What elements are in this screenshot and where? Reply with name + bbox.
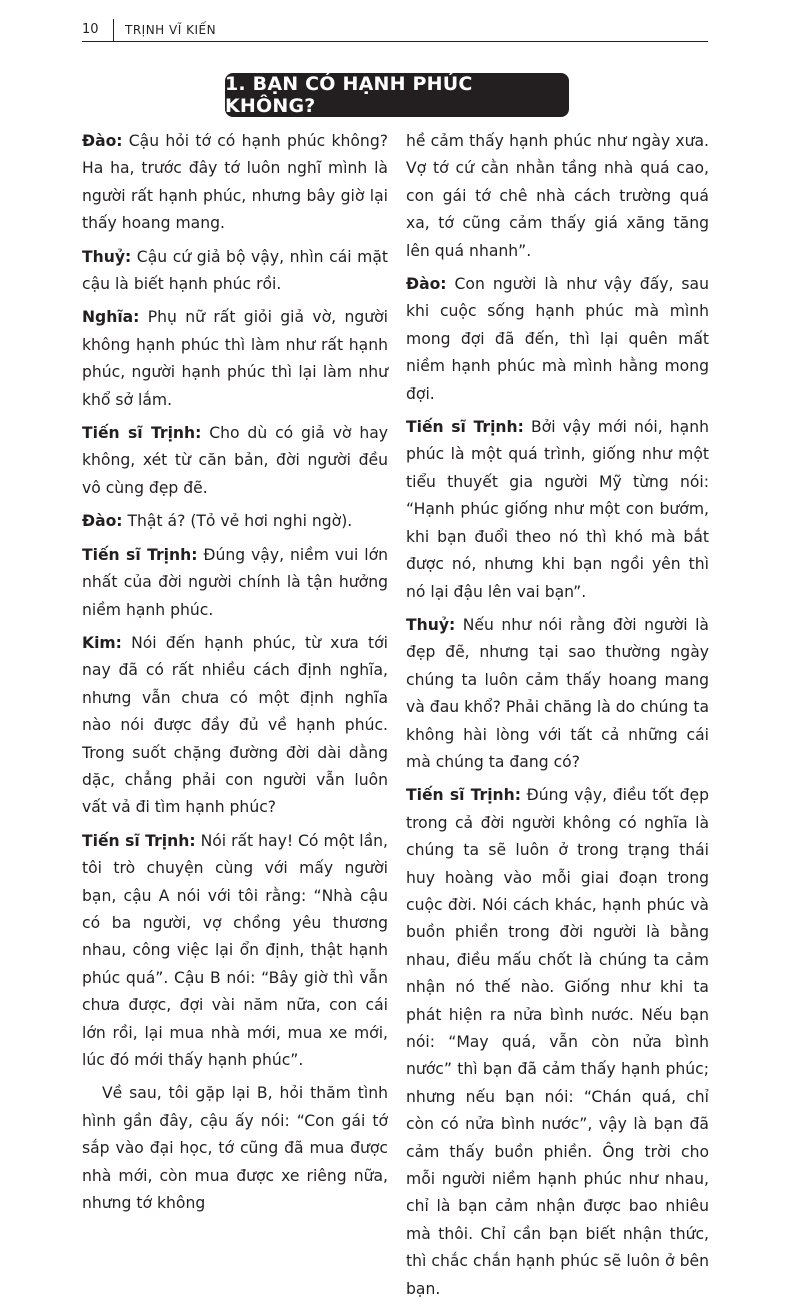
speaker-name: Đào: <box>82 132 123 150</box>
dialogue-paragraph <box>406 271 709 408</box>
dialogue-paragraph <box>82 508 388 535</box>
speaker-name: Kim: <box>82 633 122 652</box>
speaker-name: Nghĩa: <box>82 308 140 327</box>
speaker-name: Thuỷ: <box>406 615 456 634</box>
dialogue-paragraph <box>406 414 709 606</box>
dialogue-text: Đúng vậy, niềm vui lớn nhất của đời người chính là tận hưởng niềm hạnh phúc. <box>82 545 389 619</box>
text-column-left <box>82 128 388 1223</box>
dialogue-text: Về sau, tôi gặp lại B, hỏi thăm tình hình gần đây, cậu ấy nói: “Con gái tớ sắp vào đại học, tớ cũng đã mua được nhà mới, còn mua được xe riêng nữa, nhưng tớ không <box>82 1084 388 1213</box>
dialogue-paragraph <box>82 244 388 299</box>
dialogue-text: Phụ nữ rất giỏi giả vờ, người không hạnh phúc thì làm như rất hạnh phúc, người hạnh phúc thì lại làm như khổ sở lắm. <box>82 308 388 409</box>
dialogue-text: Nói rất hay! Có một lần, tôi trò chuyện cùng với mấy người bạn, cậu A nói với tôi rằng: “Nhà cậu có ba người, vợ chồng yêu thương nhau, công việc lại ổn định, thật hạnh phúc quá”. Cậu B nói: “Bây giờ thì vẫn chưa được, đợi vài năm nữa, con cái lớn rồi, lại mua nhà mới, mua xe mới, lúc đó mới thấy hạnh phúc”. <box>82 831 389 1069</box>
dialogue-paragraph <box>82 304 388 414</box>
dialogue-text: Cậu cứ giả bộ vậy, nhìn cái mặt cậu là biết hạnh phúc rồi. <box>82 247 388 294</box>
continued-paragraph <box>406 128 709 265</box>
speaker-name: Tiến sĩ Trịnh: <box>82 831 196 850</box>
dialogue-paragraph <box>406 782 709 1303</box>
dialogue-text: hề cảm thấy hạnh phúc như ngày xưa. Vợ tớ cứ cằn nhằn tầng nhà quá cao, con gái tớ chê nhà cách trường quá xa, tớ cũng cảm thấy giá xăng tăng lên quá nhanh”. <box>406 132 709 260</box>
section-title: 1. BẠN CÓ HẠNH PHÚC KHÔNG? <box>225 73 569 117</box>
narrative-paragraph <box>82 1080 388 1217</box>
speaker-name: Đào: <box>82 512 123 531</box>
dialogue-paragraph <box>82 420 388 502</box>
dialogue-text: Đúng vậy, điều tốt đẹp trong cả đời người không có nghĩa là chúng ta sẽ luôn ở trong trạng thái huy hoàng vào mỗi giai đoạn trong cuộc đời. Nói cách khác, hạnh phúc và buồn phiền trong đời người là bằng nhau, điều mấu chốt là chúng ta cảm nhận nó thế nào. Giống như khi ta phát hiện ra nửa bình nước. Nếu bạn nói: “May quá, vẫn còn nửa bình nước” thì bạn đã cảm thấy hạnh phúc; nhưng nếu bạn nói: “Chán quá, chỉ còn có nửa bình nước”, vậy là bạn đã cảm thấy buồn phiền. Ông trời cho mỗi người niềm hạnh phúc như nhau, chỉ là bạn cảm nhận được bao nhiêu mà thôi. Chỉ cần bạn biết nhận thức, thì chắc chắn hạnh phúc sẽ luôn ở bên bạn. <box>406 786 709 1298</box>
dialogue-paragraph <box>406 612 709 776</box>
speaker-name: Đào: <box>406 275 447 294</box>
dialogue-paragraph <box>82 828 388 1075</box>
dialogue-text: Thật á? (Tỏ vẻ hơi nghi ngờ). <box>122 512 353 531</box>
dialogue-paragraph <box>82 128 388 238</box>
speaker-name: Tiến sĩ Trịnh: <box>82 424 202 443</box>
speaker-name: Tiến sĩ Trịnh: <box>406 786 521 805</box>
text-column-right <box>406 128 709 1309</box>
speaker-name: Tiến sĩ Trịnh: <box>82 545 198 564</box>
page-number: 10 <box>82 22 99 37</box>
dialogue-text: Cậu hỏi tớ có hạnh phúc không? Ha ha, trước đây tớ luôn nghĩ mình là người rất hạnh phúc, nhưng bây giờ lại thấy hoang mang. <box>82 132 388 233</box>
running-header <box>82 19 708 42</box>
dialogue-text: Cho dù có giả vờ hay không, xét từ căn bản, đời người đều vô cùng đẹp đẽ. <box>82 424 389 497</box>
dialogue-text: Nói đến hạnh phúc, từ xưa tới nay đã có rất nhiều cách định nghĩa, nhưng vẫn chưa có một định nghĩa nào nói được đầy đủ về hạnh phúc. Trong suốt chặng đường đời dài dằng dặc, chẳng phải con người vẫn luôn vất vả đi tìm hạnh phúc? <box>82 633 388 817</box>
dialogue-text: Con người là như vậy đấy, sau khi cuộc sống hạnh phúc mà mình mong đợi đã đến, thì lại quên mất niềm hạnh phúc mà mình hằng mong đợi. <box>406 275 709 403</box>
dialogue-paragraph <box>82 542 388 624</box>
speaker-name: Tiến sĩ Trịnh: <box>406 418 524 437</box>
running-title: TRỊNH VĨ KIẾN <box>125 23 217 37</box>
dialogue-text: Nếu như nói rằng đời người là đẹp đẽ, nhưng tại sao thường ngày chúng ta luôn cảm thấy hoang mang và đau khổ? Phải chăng là do chúng ta không hài lòng với tất cả những cái mà chúng ta đang có? <box>406 615 709 771</box>
dialogue-paragraph <box>82 630 388 822</box>
speaker-name: Thuỷ: <box>82 247 132 266</box>
dialogue-text: Bởi vậy mới nói, hạnh phúc là một quá trình, giống như một tiểu thuyết gia người Mỹ từng nói: “Hạnh phúc giống như một con bướm, khi bạn đuổi theo nó thì khó mà bắt được nó, nhưng khi bạn ngồi yên thì nó lại đậu lên vai bạn”. <box>406 418 709 601</box>
header-divider <box>113 19 114 41</box>
